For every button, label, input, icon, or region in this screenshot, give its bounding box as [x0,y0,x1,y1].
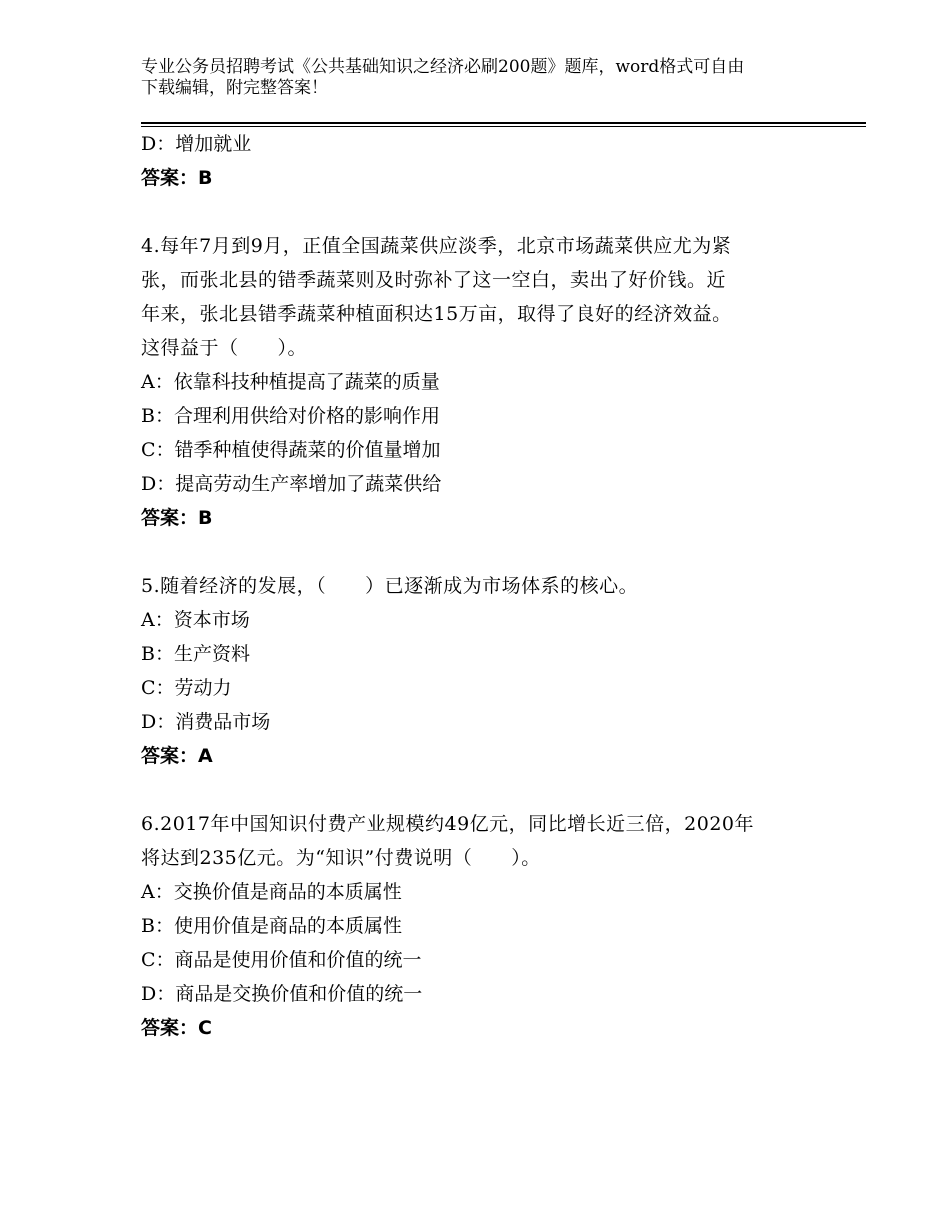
option-a: A：资本市场 [141,609,250,631]
option-d: D：增加就业 [141,133,252,155]
question-6 [141,807,821,1045]
option-a: A：依靠科技种植提高了蔬菜的质量 [141,371,440,393]
page-header [141,57,841,99]
question-text-line: 4.每年7月到9月，正值全国蔬菜供应淡季，北京市场蔬菜供应尤为紧 [141,235,732,257]
option-b: B：使用价值是商品的本质属性 [141,915,402,937]
question-text-line: 年来，张北县错季蔬菜种植面积达15万亩，取得了良好的经济效益。 [141,303,732,325]
option-d: D：消费品市场 [141,711,271,733]
answer-line: 答案：B [141,507,213,529]
option-b: B：合理利用供给对价格的影响作用 [141,405,440,427]
question-4 [141,229,821,535]
header-line-1: 专业公务员招聘考试《公共基础知识之经济必刷200题》题库，word格式可自由 [141,57,745,77]
option-b: B：生产资料 [141,643,250,665]
spacer [141,195,821,229]
option-d: D：商品是交换价值和价值的统一 [141,983,423,1005]
option-c: C：错季种植使得蔬菜的价值量增加 [141,439,441,461]
document-body [141,127,821,1045]
answer-line: 答案：C [141,1017,212,1039]
question-text-line: 张，而张北县的错季蔬菜则及时弥补了这一空白，卖出了好价钱。近 [141,269,727,291]
header-line-2: 下载编辑，附完整答案！ [141,78,328,98]
question-text-line: 6.2017年中国知识付费产业规模约49亿元，同比增长近三倍，2020年 [141,813,755,835]
option-d: D：提高劳动生产率增加了蔬菜供给 [141,473,442,495]
question-text-line: 将达到235亿元。为“知识”付费说明（ ）。 [141,847,541,869]
option-c: C：劳动力 [141,677,232,699]
question-3-tail [141,127,821,195]
spacer [141,773,821,807]
option-a: A：交换价值是商品的本质属性 [141,881,402,903]
header-rule-thick [141,122,866,124]
answer-line: 答案：A [141,745,213,767]
option-c: C：商品是使用价值和价值的统一 [141,949,422,971]
spacer [141,535,821,569]
question-text-line: 5.随着经济的发展，（ ）已逐渐成为市场体系的核心。 [141,575,639,597]
question-text-line: 这得益于（ ）。 [141,337,308,359]
question-5 [141,569,821,773]
answer-line: 答案：B [141,167,213,189]
